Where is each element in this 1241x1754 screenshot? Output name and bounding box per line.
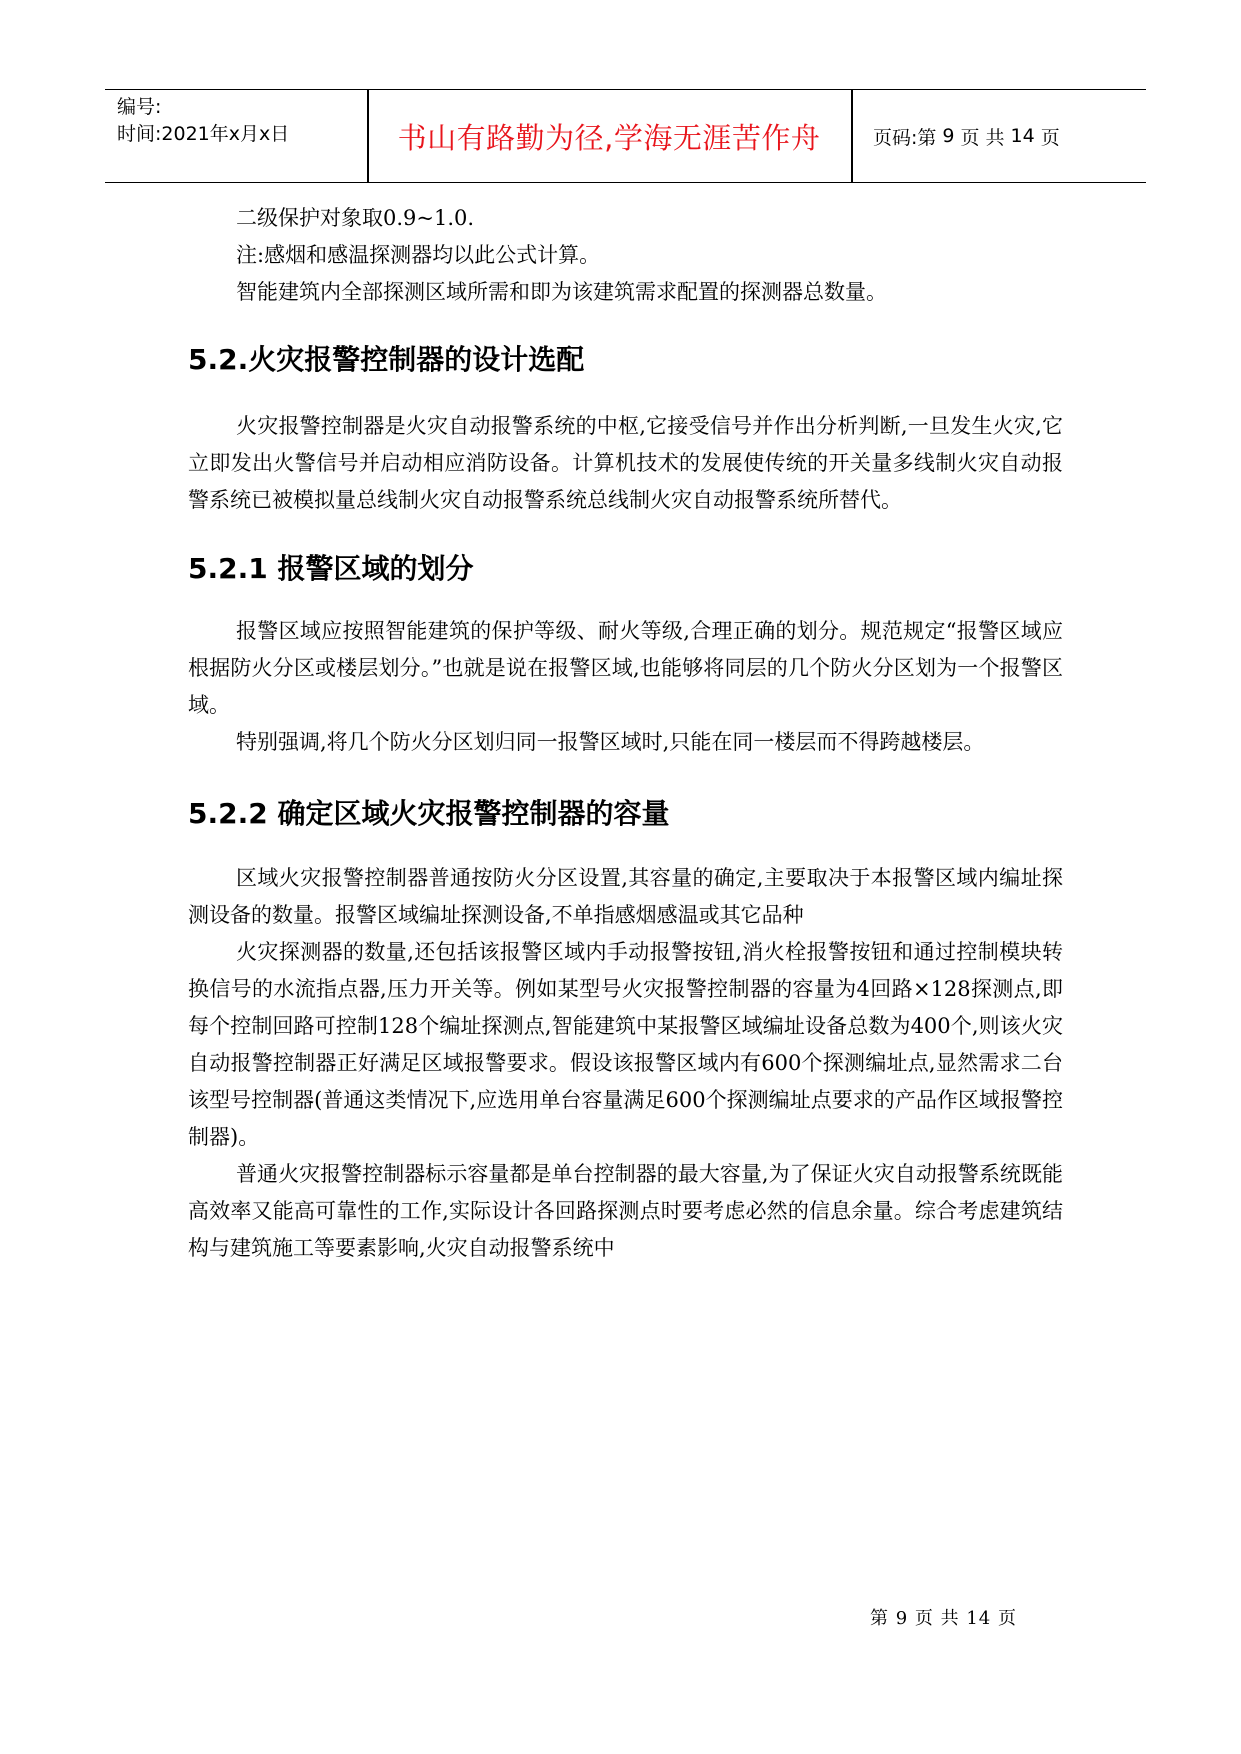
section-5-2-2-paragraph: 普通火灾报警控制器标示容量都是单台控制器的最大容量,为了保证火灾自动报警系统既能高效率又能高可靠性的工作,实际设计各回路探测点时要考虑必然的信息余量。综合考虑建筑结构与建筑施工等要素影响,火灾自动报警系统中 (188, 1162, 1063, 1260)
header-info (117, 94, 365, 148)
section-5-2-1-paragraph: 特别强调,将几个防火分区划归同一报警区域时,只能在同一楼层而不得跨越楼层。 (236, 730, 985, 754)
page-total: 14 (1010, 125, 1035, 147)
section-heading-5-2: 5.2.火灾报警控制器的设计选配 (188, 343, 585, 376)
document-number-label: 编号: (117, 96, 162, 118)
page-current: 9 (942, 125, 955, 147)
document-body (188, 200, 1063, 1267)
header-divider-right (851, 90, 853, 182)
page-footer: 第 9 页 共 14 页 (870, 1608, 1017, 1629)
page-mid-label: 页 共 (960, 126, 1005, 149)
document-time: 时间:2021年x月x日 (117, 123, 290, 145)
header-motto: 书山有路勤为径,学海无涯苦作舟 (397, 120, 821, 155)
section-heading-5-2-1: 5.2.1 报警区域的划分 (188, 552, 474, 585)
page-header (105, 89, 1146, 183)
page-label: 页码:第 (873, 126, 937, 149)
section-heading-5-2-2: 5.2.2 确定区域火灾报警控制器的容量 (188, 797, 670, 830)
section-5-2-paragraph: 火灾报警控制器是火灾自动报警系统的中枢,它接受信号并作出分析判断,一旦发生火灾,它立即发出火警信号并启动相应消防设备。计算机技术的发展使传统的开关量多线制火灾自动报警系统已被模拟量总线制火灾自动报警系统总线制火灾自动报警系统所替代。 (188, 414, 1063, 512)
section-5-2-1-paragraph: 报警区域应按照智能建筑的保护等级、耐火等级,合理正确的划分。规范规定“报警区域应根据防火分区或楼层划分。”也就是说在报警区域,也能够将同层的几个防火分区划为一个报警区域。 (188, 619, 1063, 717)
intro-line: 智能建筑内全部探测区域所需和即为该建筑需求配置的探测器总数量。 (236, 280, 887, 304)
section-5-2-2-paragraph: 区域火灾报警控制器普通按防火分区设置,其容量的确定,主要取决于本报警区域内编址探测设备的数量。报警区域编址探测设备,不单指感烟感温或其它品种 (188, 866, 1063, 927)
intro-line: 注:感烟和感温探测器均以此公式计算。 (236, 243, 601, 267)
intro-line: 二级保护对象取0.9~1.0. (236, 206, 475, 230)
header-page-info (873, 90, 1060, 182)
page-end-label: 页 (1040, 126, 1060, 149)
section-5-2-2-paragraph: 火灾探测器的数量,还包括该报警区域内手动报警按钮,消火栓报警按钮和通过控制模块转换信号的水流指点器,压力开关等。例如某型号火灾报警控制器的容量为4回路×128探测点,即每个控制回路可控制128个编址探测点,智能建筑中某报警区域编址设备总数为400个,则该火灾自动报警控制器正好满足区域报警要求。假设该报警区域内有600个探测编址点,显然需求二台该型号控制器(普通这类情况下,应选用单台容量满足600个探测编址点要求的产品作区域报警控制器)。 (188, 940, 1063, 1149)
